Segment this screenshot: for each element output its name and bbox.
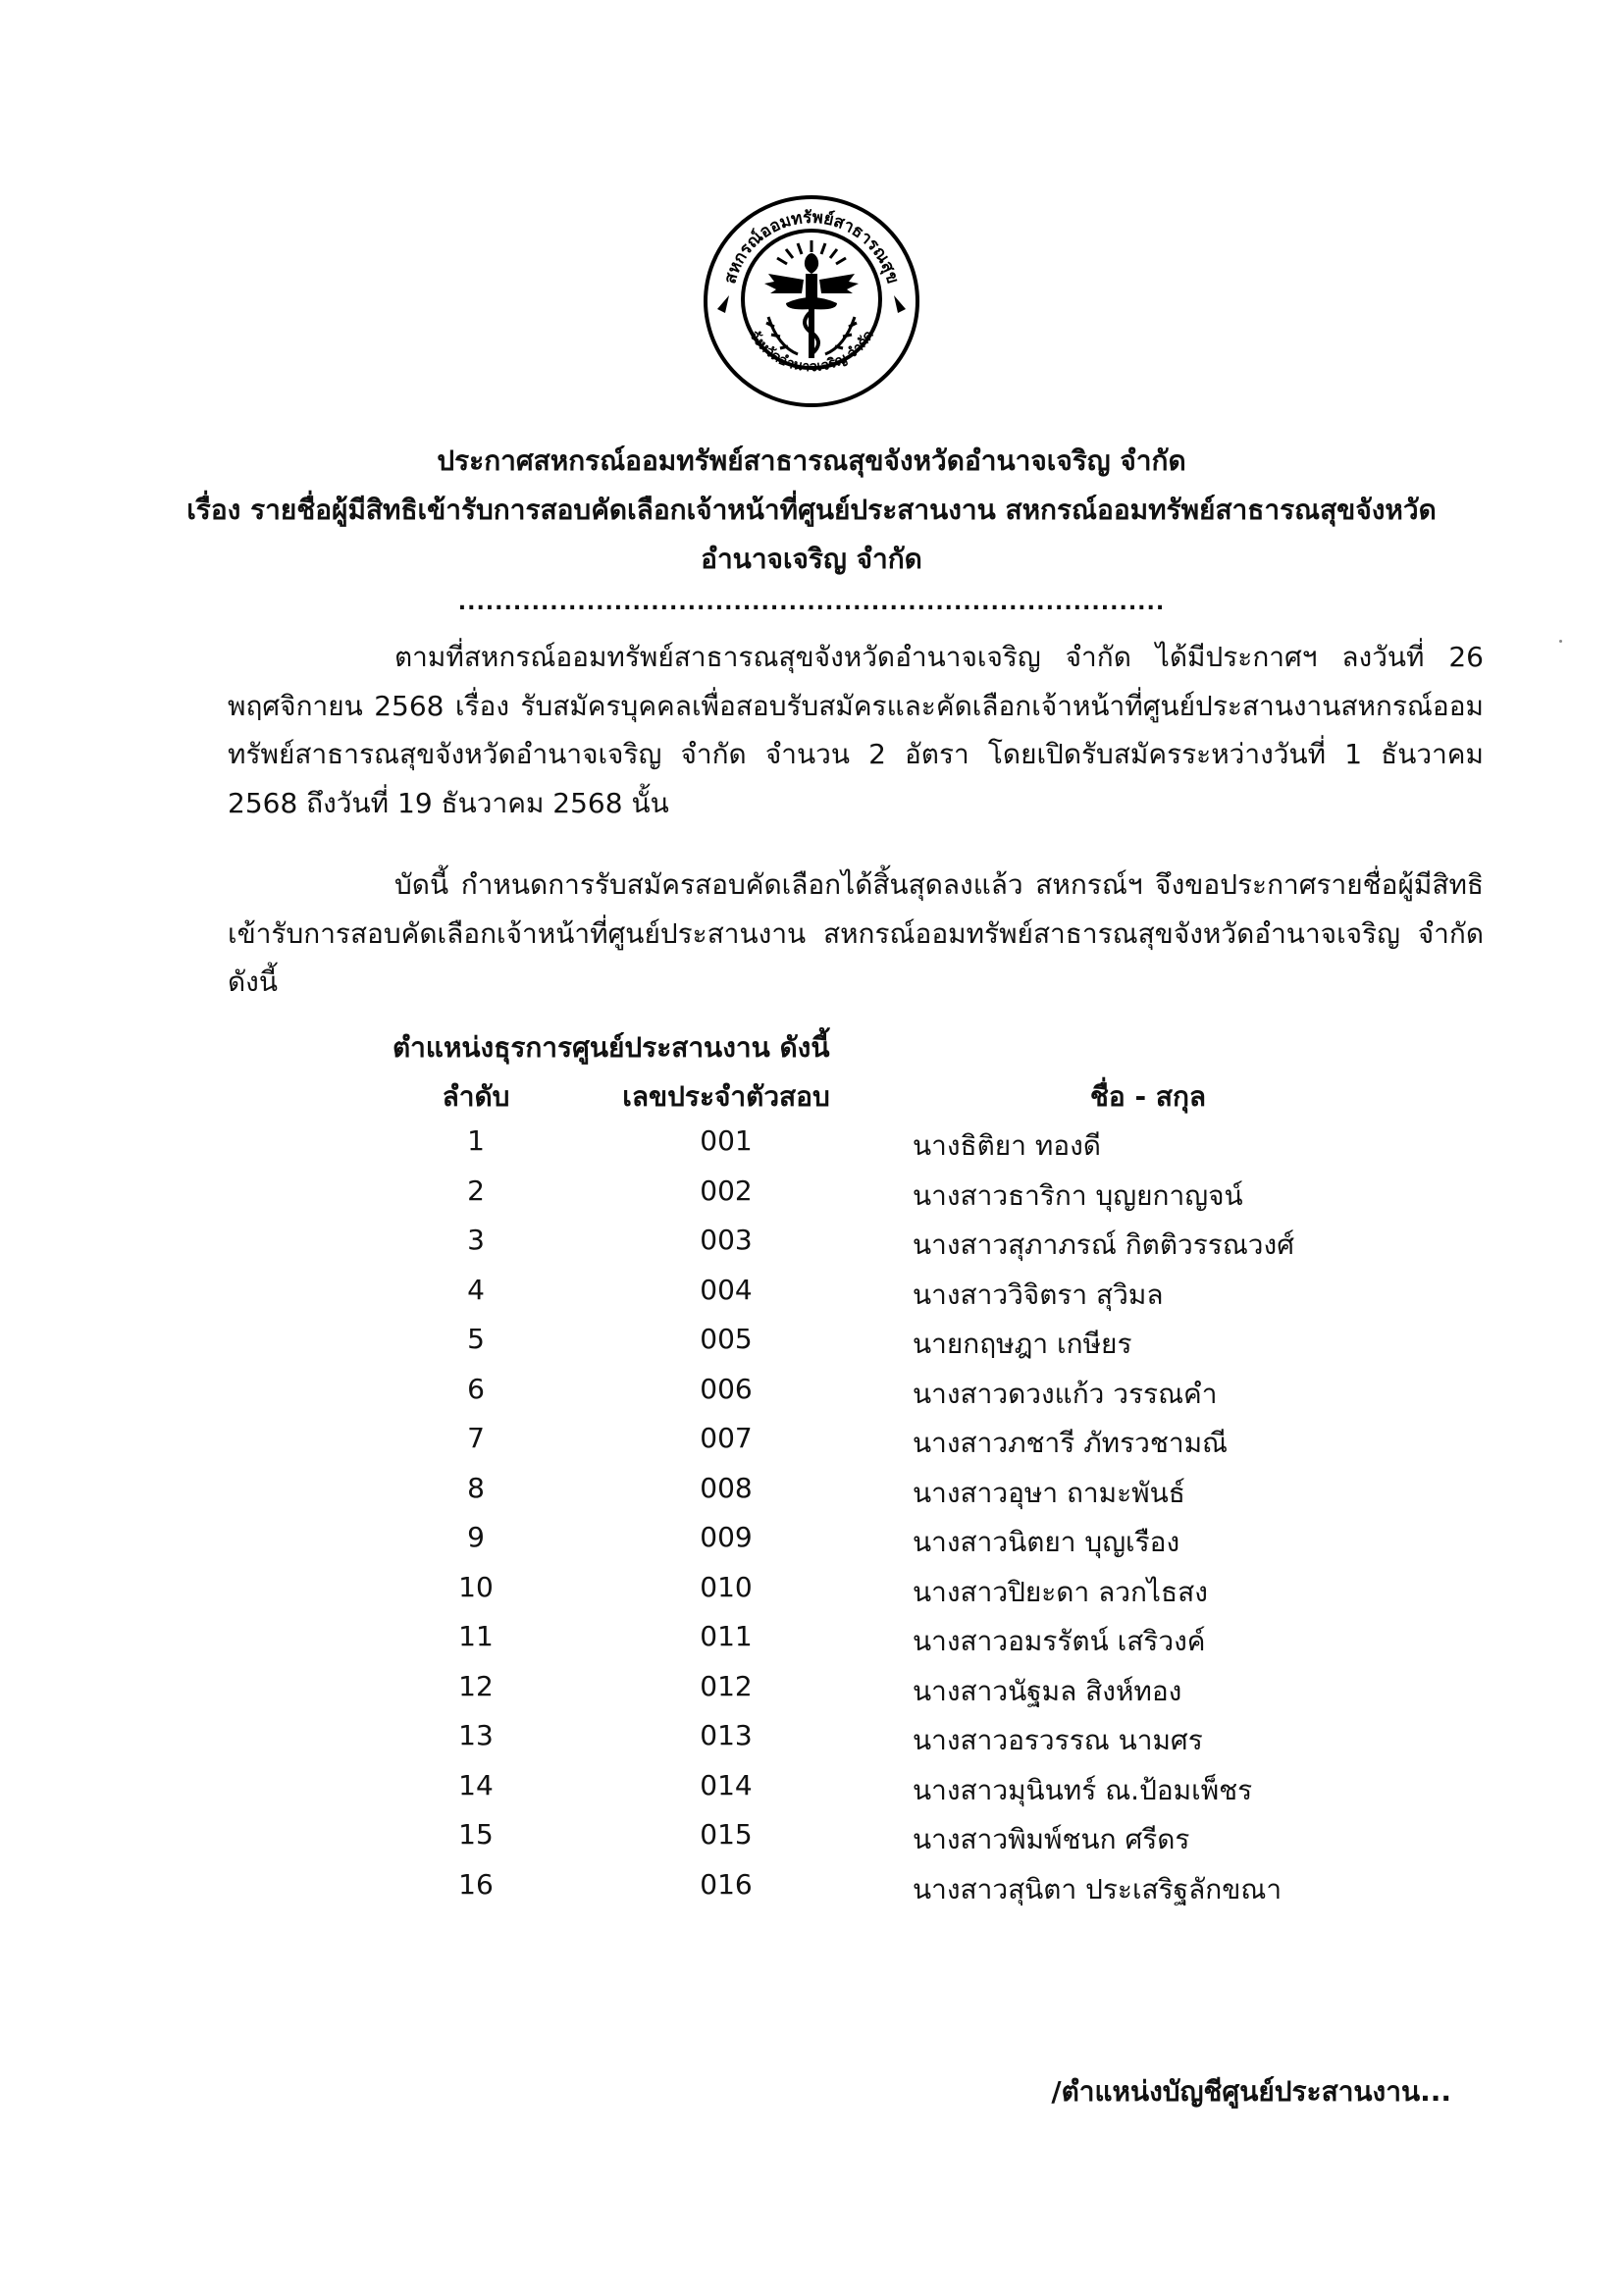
- exam-id-cell: 013: [700, 1719, 753, 1751]
- exam-id-cell: 014: [700, 1768, 753, 1801]
- table-row: [0, 1174, 1623, 1224]
- name-cell: นางสาวภชารี ภัทรวชามณี: [913, 1427, 1229, 1459]
- position-heading: ตำแหน่งธุรการศูนย์ประสานงาน ดังนี้: [393, 1031, 830, 1064]
- paragraph-announcement-text: บัดนี้ กำหนดการรับสมัครสอบคัดเลือกได้สิ้นสุดลงแล้ว สหกรณ์ฯ จึงขอประกาศรายชื่อผู้มีสิทธิเข้ารับการสอบคัดเลือกเจ้าหน้าที่ศูนย์ประสานงาน สหกรณ์ออมทรัพย์สาธารณสุขจังหวัดอำนาจเจริญ จำกัด ดังนี้: [228, 868, 1484, 998]
- table-row: [0, 1224, 1623, 1273]
- table-row: [0, 1719, 1623, 1768]
- exam-id-cell: 011: [700, 1620, 753, 1652]
- name-cell: นางสาวธาริกา บุญยกาญจน์: [913, 1178, 1243, 1212]
- exam-id-cell: 012: [700, 1669, 753, 1702]
- cooperative-seal-icon: [700, 189, 923, 413]
- announcement-subject-line2: อำนาจเจริญ จำกัด: [701, 543, 922, 575]
- exam-id-cell: 005: [700, 1323, 753, 1355]
- order-cell: 5: [467, 1323, 485, 1355]
- order-cell: 1: [467, 1124, 485, 1157]
- table-row: [0, 1323, 1623, 1372]
- name-cell: นางสาวมุนินทร์ ณ.ป้อมเพ็ชร: [913, 1773, 1253, 1806]
- name-cell: นางสาวปิยะดา ลวกไธสง: [913, 1575, 1208, 1608]
- announcement-subject-line1: เรื่อง รายชื่อผู้มีสิทธิเข้ารับการสอบคัดเลือกเจ้าหน้าที่ศูนย์ประสานงาน สหกรณ์ออมทรัพย์สาธารณสุขจังหวัด: [186, 494, 1437, 526]
- table-row: [0, 1472, 1623, 1521]
- table-row: [0, 1422, 1623, 1471]
- table-row: [0, 1571, 1623, 1620]
- name-cell: นางสาวดวงแก้ว วรรณคำ: [913, 1377, 1218, 1410]
- name-cell: นายกฤษฎา เกษียร: [913, 1328, 1132, 1360]
- column-header-exam-id: เลขประจำตัวสอบ: [622, 1080, 830, 1113]
- order-cell: 10: [458, 1570, 494, 1603]
- order-cell: 3: [467, 1224, 485, 1256]
- exam-id-cell: 004: [700, 1273, 753, 1306]
- separator-dots: .............................................................................: [457, 591, 1166, 615]
- order-cell: 16: [458, 1867, 494, 1901]
- table-row: [0, 1868, 1623, 1917]
- svg-text:จังหวัดอำนาจเจริญ จำกัด: จังหวัดอำนาจเจริญ จำกัด: [746, 328, 877, 376]
- name-cell: นางสาวอุษา ถามะพันธ์: [913, 1476, 1185, 1509]
- announcement-title: ประกาศสหกรณ์ออมทรัพย์สาธารณสุขจังหวัดอำนาจเจริญ จำกัด: [437, 444, 1186, 477]
- exam-id-cell: 007: [700, 1422, 753, 1454]
- order-cell: 4: [467, 1273, 485, 1306]
- table-row: [0, 1670, 1623, 1719]
- exam-id-cell: 002: [700, 1174, 753, 1207]
- name-cell: นางสาวพิมพ์ชนก ศรีดร: [913, 1823, 1190, 1855]
- order-cell: 12: [458, 1669, 494, 1702]
- name-cell: นางสาวนัฐมล สิงห์ทอง: [913, 1674, 1182, 1707]
- exam-id-cell: 008: [700, 1471, 753, 1504]
- exam-id-cell: 006: [700, 1372, 753, 1405]
- exam-id-cell: 003: [700, 1224, 753, 1256]
- order-cell: 9: [467, 1521, 485, 1553]
- order-cell: 11: [458, 1620, 494, 1652]
- column-header-name: ชื่อ - สกุล: [1089, 1080, 1207, 1113]
- name-cell: นางสาวสุนิตา ประเสริฐลักขณา: [913, 1872, 1283, 1905]
- table-row: [0, 1521, 1623, 1570]
- column-header-order: ลำดับ: [442, 1080, 510, 1113]
- order-cell: 7: [467, 1422, 485, 1454]
- name-cell: นางสาวนิตยา บุญเรือง: [913, 1526, 1180, 1558]
- order-cell: 8: [467, 1471, 485, 1504]
- exam-id-cell: 016: [700, 1867, 753, 1901]
- exam-id-cell: 009: [700, 1521, 753, 1553]
- table-row: [0, 1124, 1623, 1174]
- table-row: [0, 1274, 1623, 1323]
- paragraph-announcement: [228, 861, 1484, 1007]
- exam-id-cell: 015: [700, 1818, 753, 1851]
- order-cell: 6: [467, 1372, 485, 1405]
- name-cell: นางสาวสุภาภรณ์ กิตติวรรณวงศ์: [913, 1228, 1294, 1261]
- order-cell: 14: [458, 1768, 494, 1801]
- table-row: [0, 1769, 1623, 1818]
- scan-speck: [1559, 640, 1562, 643]
- exam-id-cell: 001: [700, 1124, 753, 1157]
- exam-id-cell: 010: [700, 1570, 753, 1603]
- order-cell: 13: [458, 1719, 494, 1751]
- name-cell: นางธิติยา ทองดี: [913, 1129, 1101, 1162]
- name-cell: นางสาวอมรรัตน์ เสริวงค์: [913, 1625, 1206, 1657]
- order-cell: 2: [467, 1174, 485, 1207]
- svg-text:สหกรณ์ออมทรัพย์สาธารณสุข: สหกรณ์ออมทรัพย์สาธารณสุข: [720, 207, 903, 287]
- table-row: [0, 1818, 1623, 1867]
- table-row: [0, 1373, 1623, 1422]
- continuation-note: /ตำแหน่งบัญชีศูนย์ประสานงาน...: [1051, 2075, 1451, 2108]
- name-cell: นางสาววิจิตรา สุวิมล: [913, 1278, 1164, 1311]
- table-row: [0, 1620, 1623, 1669]
- name-cell: นางสาวอรวรรณ นามศร: [913, 1724, 1203, 1756]
- paragraph-background-text: ตามที่สหกรณ์ออมทรัพย์สาธารณสุขจังหวัดอำนาจเจริญ จำกัด ได้มีประกาศฯ ลงวันที่ 26 พฤศจิกายน 2568 เรื่อง รับสมัครบุคคลเพื่อสอบรับสมัครและคัดเลือกเจ้าหน้าที่ศูนย์ประสานงานสหกรณ์ออมทรัพย์สาธารณสุขจังหวัดอำนาจเจริญ จำกัด จำนวน 2 อัตรา โดยเปิดรับสมัครระหว่างวันที่ 1 ธันวาคม 2568 ถึงวันที่ 19 ธันวาคม 2568 นั้น: [228, 641, 1484, 819]
- paragraph-background: [228, 633, 1484, 827]
- order-cell: 15: [458, 1818, 494, 1851]
